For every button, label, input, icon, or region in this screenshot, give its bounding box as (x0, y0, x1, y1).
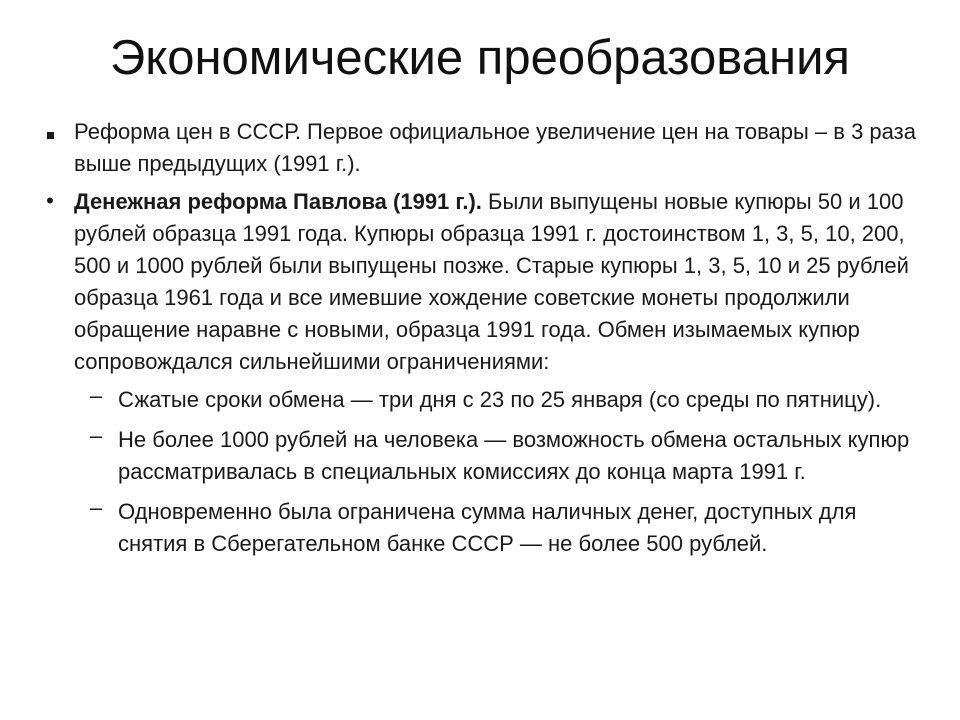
sub-bullet-list (74, 384, 930, 560)
sub-item-exchange-limit (74, 424, 930, 488)
sub-item-text: Сжатые сроки обмена — три дня с 23 по 25 января (со среды по пятницу). (118, 387, 882, 412)
bullet-text: Были выпущены новые купюры 50 и 100 рублей образца 1991 года. Купюры образца 1991 г. достоинством 1, 3, 5, 10, 200, 500 и 1000 рублей были выпущены позже. Старые купюры 1, 3, 5, 10 и 25 рублей образца 1961 года и все имевшие хождение советские монеты продолжили обращение наравне с новыми, образца 1991 года. Обмен изымаемых купюр сопровождался сильнейшими ограничениями: (74, 189, 909, 374)
bullet-text: Реформа цен в СССР. Первое официальное увеличение цен на товары – в 3 раза выше предыдущих (1991 г.). (74, 119, 916, 176)
bullet-bold-heading: Денежная реформа Павлова (1991 г.). (74, 189, 482, 214)
dash-bullet-icon: – (89, 495, 103, 520)
sub-item-text: Одновременно была ограничена сумма наличных денег, доступных для снятия в Сберегательном банке СССР — не более 500 рублей. (118, 499, 857, 556)
dot-bullet-icon: • (46, 188, 54, 213)
sub-item-withdrawal-limit (74, 496, 930, 560)
sub-item-exchange-dates (74, 384, 930, 416)
bullet-item-price-reform (40, 116, 930, 180)
bullet-item-monetary-reform (40, 186, 930, 560)
dash-bullet-icon: – (89, 423, 103, 448)
sub-item-text: Не более 1000 рублей на человека — возможность обмена остальных купюр рассматривалась в специальных комиссиях до конца марта 1991 г. (118, 427, 910, 484)
bullet-list (40, 116, 930, 568)
dash-bullet-icon: – (89, 383, 103, 408)
slide-title: Экономические преобразования (110, 31, 850, 85)
square-bullet-icon (40, 116, 60, 148)
